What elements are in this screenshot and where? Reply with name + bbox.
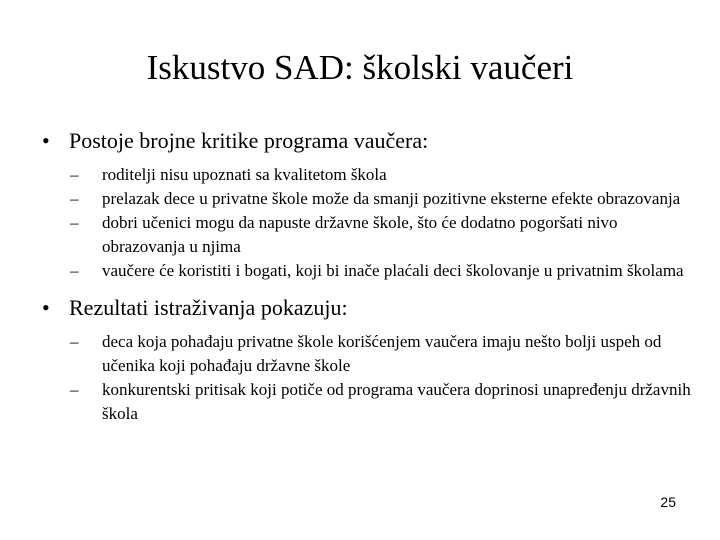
sub-item <box>70 259 692 283</box>
sub-item-text: deca koja pohađaju privatne škole korišćenjem vaučera imaju nešto bolji uspeh od učenika koji pohađaju državne škole <box>102 332 662 375</box>
sub-item <box>70 187 692 211</box>
bullet-text: Postoje brojne kritike programa vaučera: <box>69 128 429 153</box>
bullet-item-critiques <box>42 128 692 154</box>
dash-marker: – <box>70 189 79 208</box>
slide-content <box>42 128 692 426</box>
sub-item <box>70 378 692 426</box>
bullet-marker: • <box>42 128 50 153</box>
dash-marker: – <box>70 165 79 184</box>
slide-title: Iskustvo SAD: školski vaučeri <box>146 48 574 87</box>
dash-marker: – <box>70 332 79 351</box>
bullet-marker: • <box>42 295 50 320</box>
sub-item-text: prelazak dece u privatne škole može da smanji pozitivne eksterne efekte obrazovanja <box>102 189 681 208</box>
sub-item <box>70 163 692 187</box>
bullet-item-results <box>42 295 692 321</box>
dash-marker: – <box>70 261 79 280</box>
sub-item-text: vaučere će koristiti i bogati, koji bi inače plaćali deci školovanje u privatnim školama <box>102 261 684 280</box>
sub-item-text: konkurentski pritisak koji potiče od programa vaučera doprinosi unapređenju državnih škola <box>102 380 691 423</box>
dash-marker: – <box>70 380 79 399</box>
sub-item <box>70 211 692 259</box>
dash-marker: – <box>70 213 79 232</box>
page-number: 25 <box>660 494 676 510</box>
sub-item-text: dobri učenici mogu da napuste državne škole, što će dodatno pogoršati nivo obrazovanja u njima <box>102 213 618 256</box>
bullet-text: Rezultati istraživanja pokazuju: <box>69 295 348 320</box>
sub-item-text: roditelji nisu upoznati sa kvalitetom škola <box>102 165 387 184</box>
sub-item <box>70 330 692 378</box>
sub-list-critiques <box>70 163 692 283</box>
sub-list-results <box>70 330 692 426</box>
